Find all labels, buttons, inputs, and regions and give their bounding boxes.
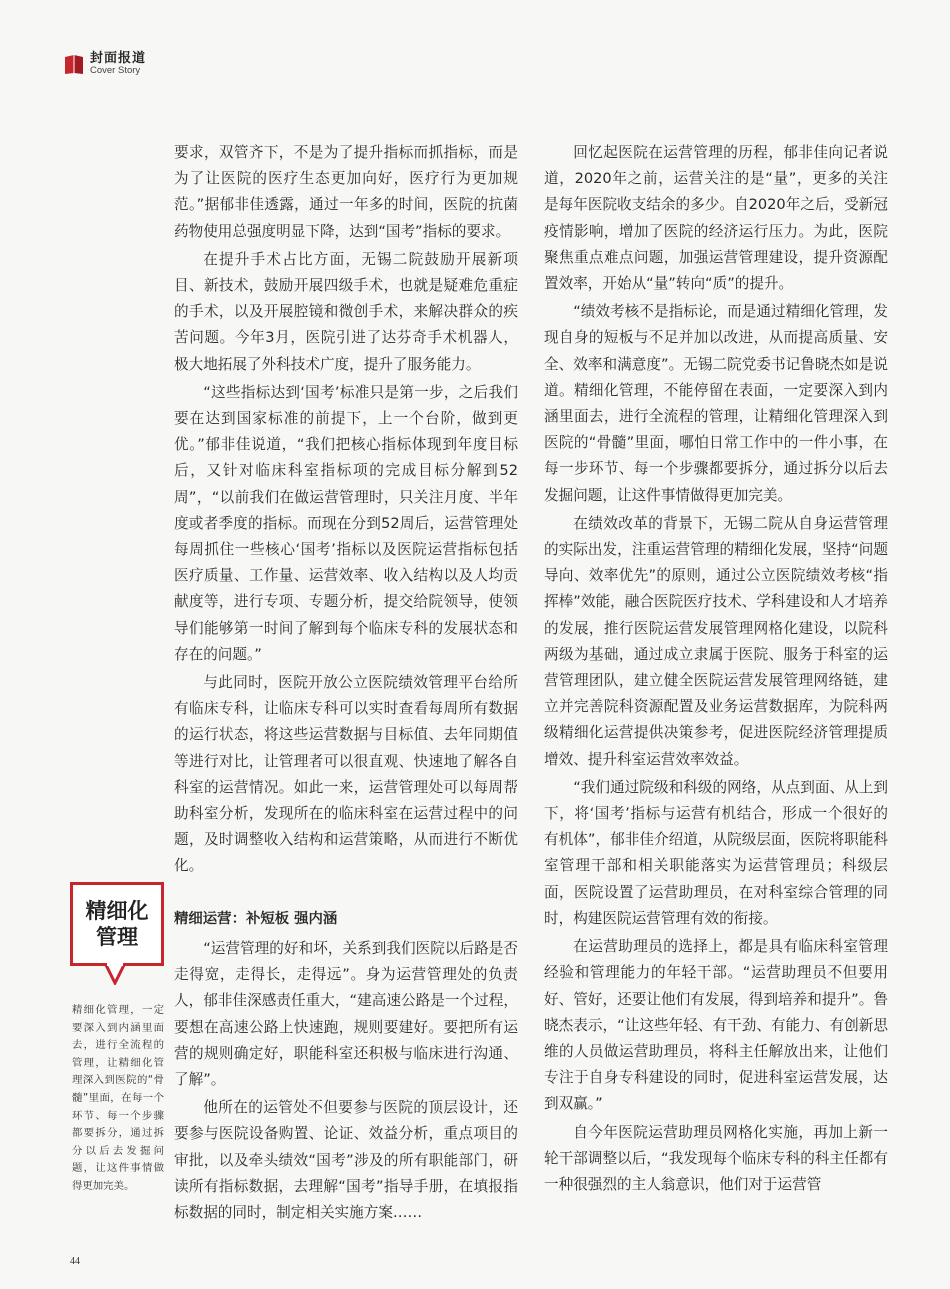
left-column [174, 140, 518, 1228]
callout-title-line: 管理 [96, 925, 138, 949]
paragraph: 自今年医院运营助理员网格化实施，再加上新一轮干部调整以后，“我发现每个临床专科的科主任都有一种很强烈的主人翁意识，他们对于运营管 [544, 1123, 888, 1193]
paragraph: “绩效考核不是指标论，而是通过精细化管理，发现自身的短板与不足并加以改进，从而提高质量、安全、效率和满意度”。无锡二院党委书记鲁晓杰如是说道。精细化管理，不能停留在表面，一定要深入到内涵里面去，进行全流程的管理，让精细化管理深入到医院的“骨髓”里面，哪怕日常工作中的一件小事，在每一步环节、每一个步骤都要拆分，通过拆分以后去发掘问题，让这件事情做得更加完美。 [544, 303, 888, 504]
callout-pointer-icon [104, 963, 126, 985]
paragraph: “我们通过院级和科级的网络，从点到面、从上到下，将‘国考’指标与运营有机结合，形成一个很好的有机体”，郁非佳介绍道，从院级层面，医院将职能科室管理干部和相关职能落实为运营管理员；科级层面，医院设置了运营助理员，在对科室综合管理的同时，构建医院运营管理有效的衔接。 [544, 778, 888, 927]
paragraph: 回忆起医院在运营管理的历程，郁非佳向记者说道，2020年之前，运营关注的是“量”，更多的关注是每年医院收支结余的多少。自2020年之后，受新冠疫情影响，增加了医院的经济运行压力。为此，医院聚焦重点难点问题，加强运营管理建设，提升资源配置效率，开始从“量”转向“质”的提升。 [544, 144, 888, 293]
section-title: 封面报道 [90, 51, 147, 66]
paragraph: 要求，双管齐下，不是为了提升指标而抓指标，而是为了让医院的医疗生态更加向好，医疗行为更加规范。”据郁非佳透露，通过一年多的时间，医院的抗菌药物使用总强度明显下降，达到“国考”指标的要求。 [174, 144, 518, 240]
paragraph: 与此同时，医院开放公立医院绩效管理平台给所有临床专科，让临床专科可以实时查看每周所有数据的运行状态，将这些运营数据与目标值、去年同期值等进行对比，让管理者可以很直观、快速地了解各自科室的运营情况。如此一来，运营管理处可以每周帮助科室分析，发现所在的临床科室在运营过程中的问题，及时调整收入结构和运营策略，从而进行不断优化。 [174, 674, 518, 875]
section-subtitle: Cover Story [90, 64, 141, 76]
paragraph: “运营管理的好和坏，关系到我们医院以后路是否走得宽，走得长，走得远”。身为运营管理处的负责人，郁非佳深感责任重大，“建高速公路是一个过程，要想在高速公路上快速跑，规则要建好。要把所有运营的规则确定好，职能科室还积极与临床进行沟通、了解”。 [174, 939, 518, 1088]
page-number: 44 [70, 1256, 80, 1267]
book-logo-icon [64, 53, 84, 75]
paragraph: 他所在的运管处不但要参与医院的顶层设计，还要参与医院设备购置、论证、效益分析，重点项目的审批，以及牵头绩效“国考”涉及的所有职能部门，研读所有指标数据，去理解“国考”指导手册，在填报指标数据的同时，制定相关实施方案…… [174, 1099, 518, 1221]
callout-title [86, 898, 149, 950]
callout-box [70, 882, 164, 966]
section-subheading: 精细运营：补短板 强内涵 [174, 910, 338, 927]
callout-note: 精细化管理，一定要深入到内涵里面去，进行全流程的管理，让精细化管理深入到医院的“骨髓”里面，在每一个环节、每一个步骤都要拆分，通过拆分以后去发掘问题，让这件事情做得更加完美。 [72, 1004, 164, 1192]
brand-header [64, 52, 146, 76]
paragraph: 在绩效改革的背景下，无锡二院从自身运营管理的实际出发，注重运营管理的精细化发展，坚持“问题导向、效率优先”的原则，通过公立医院绩效考核“指挥棒”效能，融合医院医疗技术、学科建设和人才培养的发展，推行医院运营发展管理网格化建设，以院科两级为基础，通过成立隶属于医院、服务于科室的运营管理团队，建立健全医院运营发展管理网络链，建立并完善院科资源配置及业务运营数据库，为院科两级精细化运营提供决策参考，促进医院经济管理提质增效、提升科室运营效率效益。 [544, 514, 888, 768]
paragraph: 在运营助理员的选择上，都是具有临床科室管理经验和管理能力的年轻干部。“运营助理员不但要用好、管好，还要让他们有发展，得到培养和提升”。鲁晓杰表示，“让这些年轻、有干劲、有能力、有创新思维的人员做运营助理员，将科主任解放出来，让他们专注于自身专科建设的同时，促进科室运营发展，达到双赢。” [544, 938, 888, 1113]
paragraph: 在提升手术占比方面，无锡二院鼓励开展新项目、新技术，鼓励开展四级手术，也就是疑难危重症的手术，以及开展腔镜和微创手术，来解决群众的疾苦问题。今年3月，医院引进了达芬奇手术机器人，极大地拓展了外科技术广度，提升了服务能力。 [174, 250, 518, 373]
callout-title-line: 精细化 [85, 899, 149, 923]
paragraph: “这些指标达到‘国考’标准只是第一步，之后我们要在达到国家标准的前提下，上一个台阶，做到更优。”郁非佳说道，“我们把核心指标体现到年度目标后，又针对临床科室指标项的完成目标分解到52周”，“以前我们在做运营管理时，只关注月度、半年度或者季度的指标。而现在分到52周后，运营管理处每周抓住一些核心‘国考’指标以及医院运营指标包括医疗质量、工作量、运营效率、收入结构以及人均贡献度等，进行专项、专题分析，提交给院领导，使领导们能够第一时间了解到每个临床专科的发展状态和存在的问题。” [174, 383, 518, 663]
right-column [544, 140, 888, 1200]
